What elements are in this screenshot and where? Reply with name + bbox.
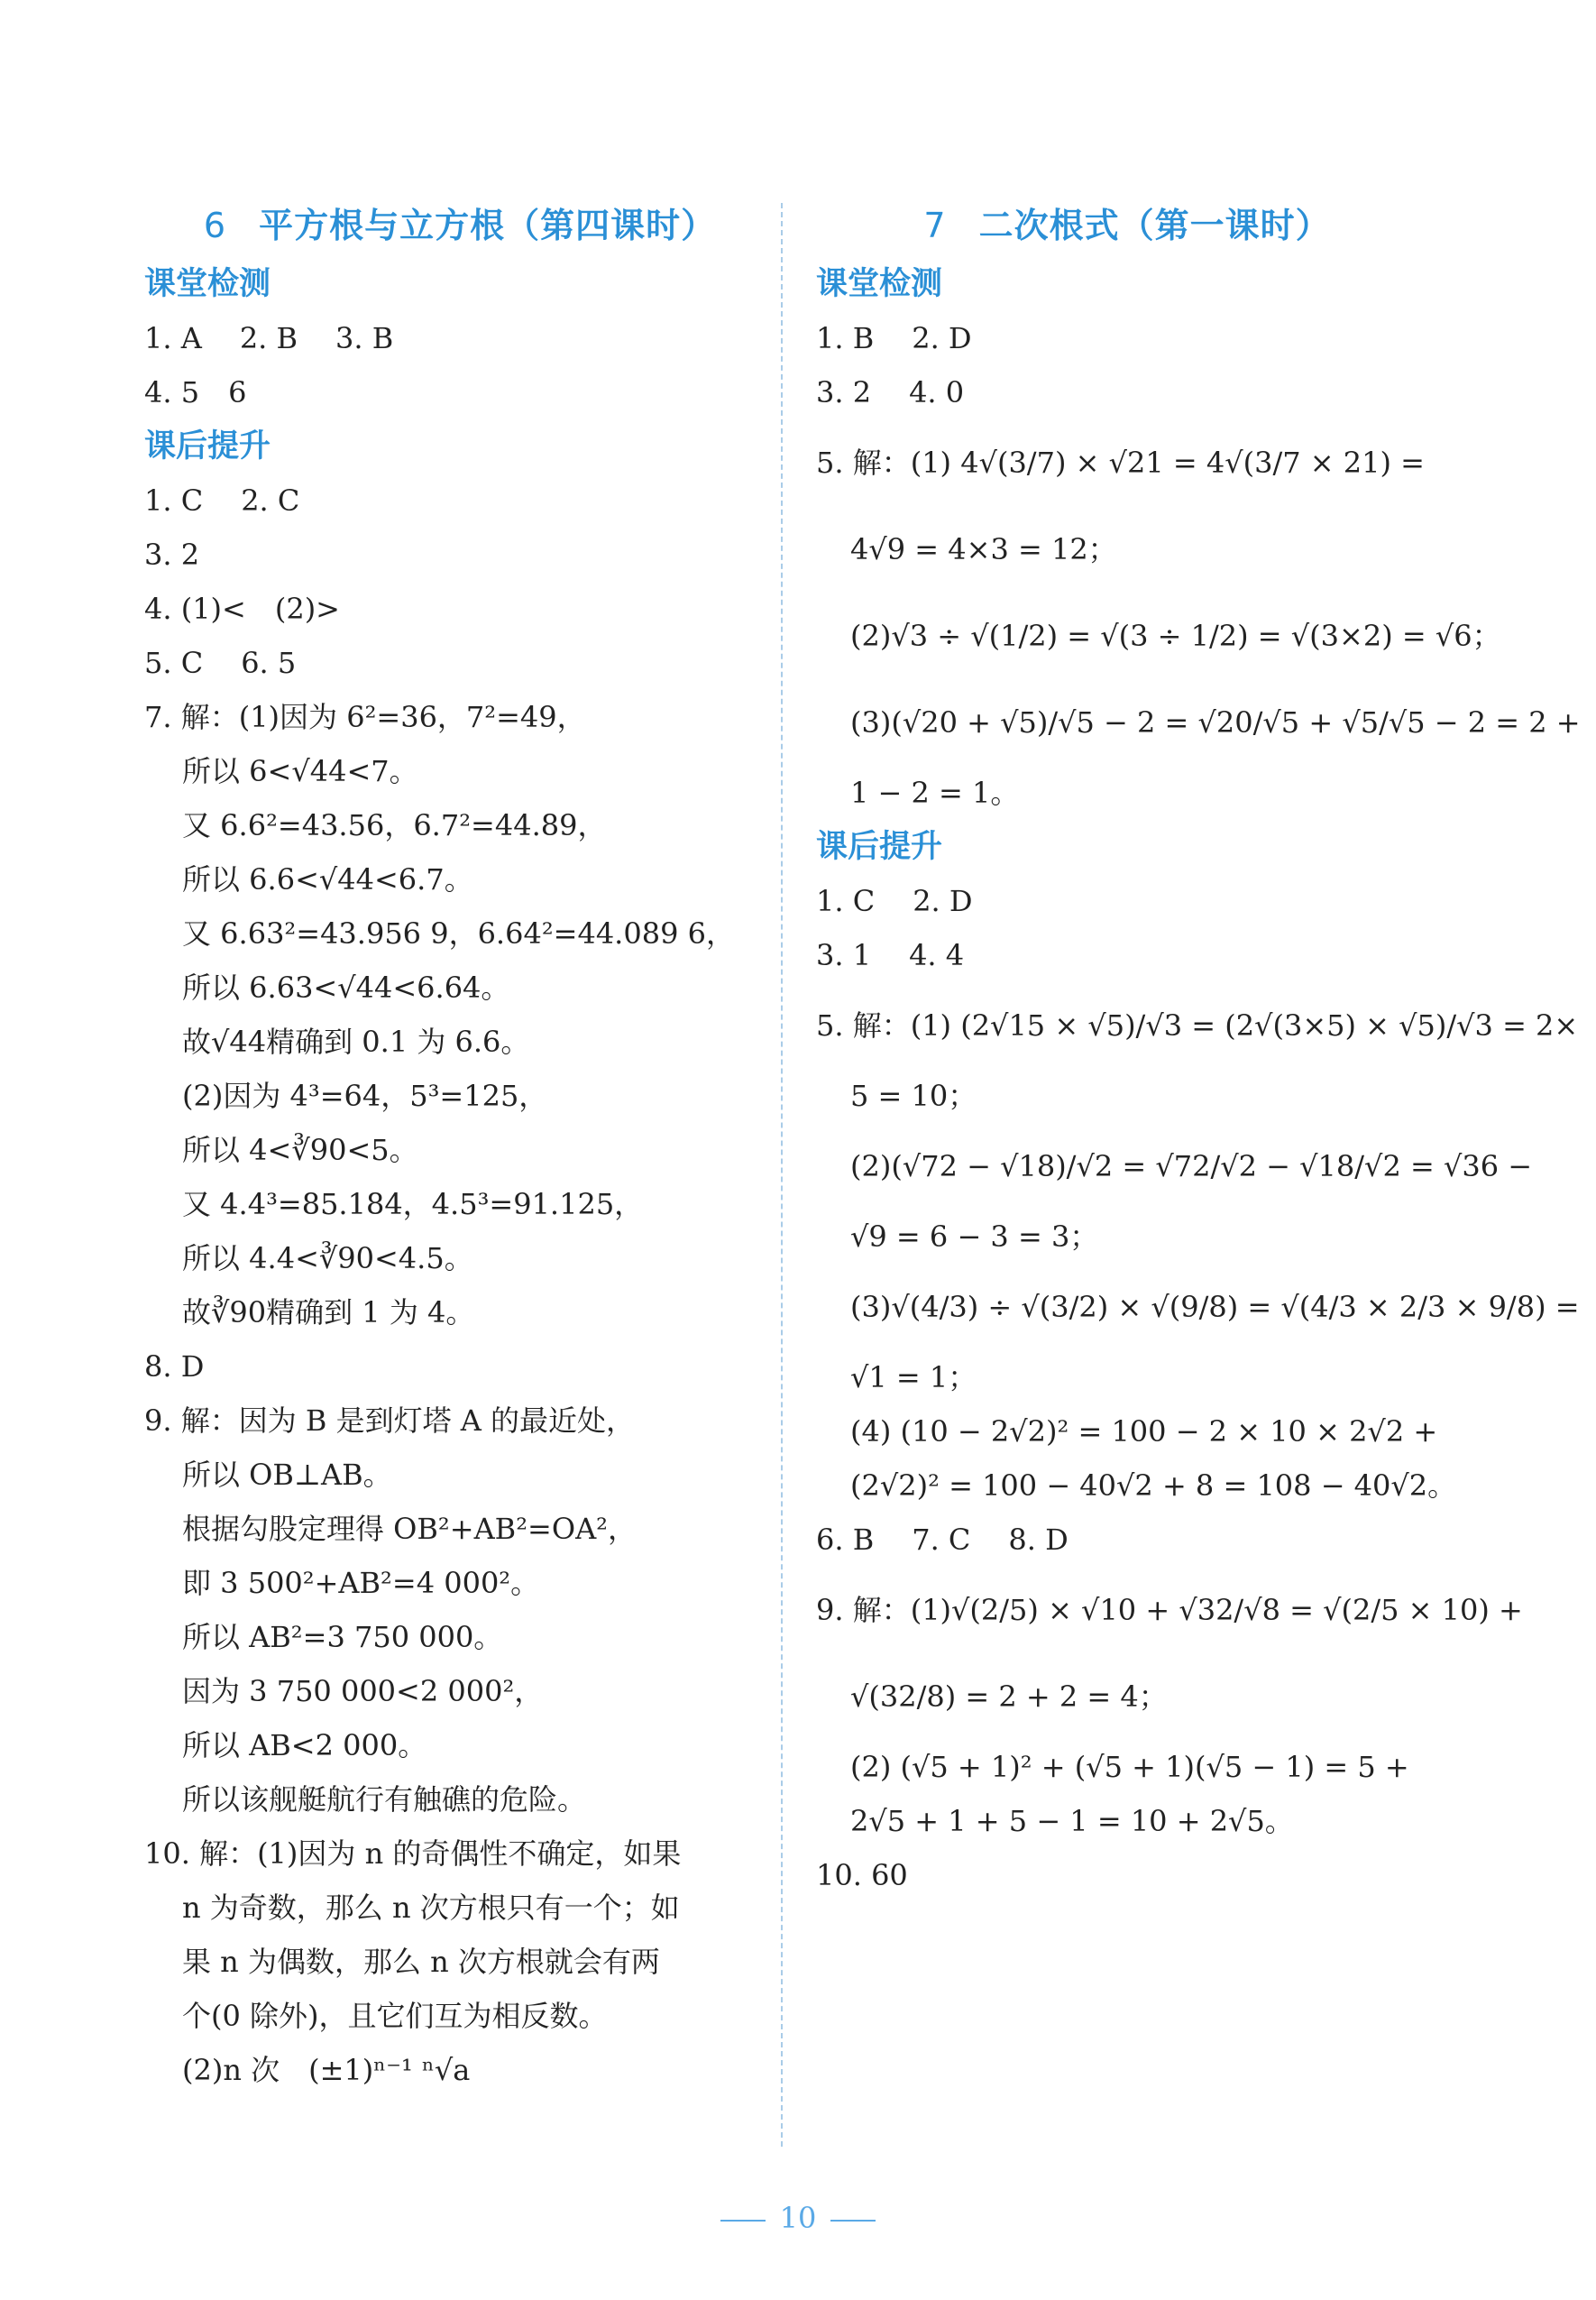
left-column [144, 194, 775, 2097]
solution-line: 所以 4.4<∛90<4.5。 [182, 1241, 473, 1275]
solution-line: (2)(√72 − √18)/√2 = √72/√2 − √18/√2 = √36 − [850, 1149, 1533, 1183]
solution-line: 故√44精确到 0.1 为 6.6。 [182, 1025, 530, 1059]
footer-dash [830, 2220, 876, 2222]
answer-row [816, 874, 1438, 928]
answer: 3. B [335, 321, 394, 355]
answer: 5. C [144, 646, 204, 680]
solution-line: 所以 AB²=3 750 000。 [182, 1620, 503, 1654]
solution-line: 故∛90精确到 1 为 4。 [182, 1295, 475, 1329]
solution-line: 10. 解：(1)因为 n 的奇偶性不确定，如果 [144, 1836, 682, 1871]
answer: 2. D [913, 884, 973, 918]
solution-line: (4) (10 − 2√2)² = 100 − 2 × 10 × 2√2 + [850, 1414, 1438, 1449]
answer-row [816, 365, 1438, 419]
right-title [816, 194, 1438, 257]
answer: 2. B [239, 321, 298, 355]
solution-line: 所以 6<√44<7。 [182, 754, 418, 788]
right-title-text: 二次根式（第一课时） [978, 206, 1331, 245]
answer: 2. C [241, 483, 300, 518]
answer: 2. D [912, 321, 972, 355]
answer: 7. C [912, 1523, 971, 1557]
answer-row [144, 311, 775, 365]
solution-line: 果 n 为偶数，那么 n 次方根就会有两 [182, 1945, 660, 1979]
answer-row [144, 528, 775, 582]
solution-line: 5. 解：(1) 4√(3/7) × √21 = 4√(3/7 × 21) = [816, 446, 1425, 480]
solution-line: 所以 6.63<√44<6.64。 [182, 971, 510, 1005]
page-footer [0, 2201, 1596, 2235]
solution-line: n 为奇数，那么 n 次方根只有一个；如 [182, 1891, 680, 1925]
solution-line: (2)因为 4³=64，5³=125， [182, 1079, 548, 1113]
solution-line: 所以 4<∛90<5。 [182, 1133, 418, 1167]
solution-line: 7. 解：(1)因为 6²=36，7²=49， [144, 700, 586, 734]
solution-line: 所以 OB⊥AB。 [182, 1458, 392, 1492]
answer: 6. 5 [241, 646, 297, 680]
left-title-number: 6 [203, 206, 227, 245]
answer: 6. B [816, 1523, 875, 1557]
solution-line: √(32/8) = 2 + 2 = 4； [850, 1679, 1168, 1714]
solution-line: (3)√(4/3) ÷ √(3/2) × √(9/8) = √(4/3 × 2/3 × 9/8) = [850, 1290, 1580, 1324]
solution-line: 又 4.4³=85.184，4.5³=91.125， [182, 1187, 644, 1221]
solution-line: 1 − 2 = 1。 [850, 776, 1020, 810]
answer: 4. 4 [909, 938, 965, 972]
answer: 1. C [816, 884, 876, 918]
left-title [144, 194, 775, 257]
solution-line: 所以该舰艇航行有触礁的危险。 [182, 1782, 587, 1817]
right-section-classroom: 课堂检测 [816, 266, 943, 302]
answer-row [816, 311, 1438, 365]
solution-line: 所以 6.6<√44<6.7。 [182, 862, 473, 897]
solution-line: √9 = 6 − 3 = 3； [850, 1219, 1099, 1254]
answer: 4. 0 [909, 375, 965, 409]
page-number: 10 [779, 2201, 817, 2235]
answer-row [816, 1513, 1438, 1567]
footer-dash [720, 2220, 766, 2222]
column-divider [781, 203, 783, 2147]
solution-line: 9. 解：(1)√(2/5) × √10 + √32/√8 = √(2/5 × 10) + [816, 1593, 1523, 1627]
answer-row [144, 636, 775, 690]
answer-row: 8. D [144, 1349, 205, 1384]
solution-line: 根据勾股定理得 OB²+AB²=OA²， [182, 1512, 637, 1546]
solution-line: 2√5 + 1 + 5 − 1 = 10 + 2√5。 [850, 1804, 1294, 1838]
solution-line: 即 3 500²+AB²=4 000²。 [182, 1566, 540, 1600]
answer-row [144, 474, 775, 528]
answer: 3. 2 [816, 375, 872, 409]
answer-row [144, 582, 775, 636]
solution-line: (3)(√20 + √5)/√5 − 2 = √20/√5 + √5/√5 − 2 = 2 + [850, 705, 1581, 740]
solution-line: 4√9 = 4×3 = 12； [850, 532, 1117, 566]
solution-line: 所以 AB<2 000。 [182, 1728, 427, 1762]
solution-line: √1 = 1； [850, 1360, 977, 1394]
right-section-after-class: 课后提升 [816, 829, 943, 865]
solution-line: 个(0 除外)，且它们互为相反数。 [182, 1999, 608, 2033]
solution-line: 又 6.63²=43.956 9，6.64²=44.089 6， [182, 916, 735, 951]
solution-line: (2√2)² = 100 − 40√2 + 8 = 108 − 40√2。 [850, 1468, 1457, 1503]
right-column [816, 194, 1581, 1902]
solution-line: (2)√3 ÷ √(1/2) = √(3 ÷ 1/2) = √(3×2) = √6； [850, 619, 1501, 653]
answer: 3. 2 [144, 538, 200, 572]
solution-line: (2) (√5 + 1)² + (√5 + 1)(√5 − 1) = 5 + [850, 1750, 1409, 1784]
right-title-number: 7 [923, 206, 947, 245]
answer: 4. (1)< (2)> [144, 592, 340, 626]
answer: 1. B [816, 321, 875, 355]
answer-row: 10. 60 [816, 1858, 908, 1892]
answer-row [816, 928, 1438, 982]
left-section-classroom: 课堂检测 [144, 266, 271, 302]
answer-row [144, 365, 775, 419]
answer: 1. C [144, 483, 204, 518]
answer: 3. 1 [816, 938, 872, 972]
answer: 1. A [144, 321, 202, 355]
solution-line: 又 6.6²=43.56，6.7²=44.89， [182, 808, 607, 842]
solution-line: 因为 3 750 000<2 000²， [182, 1674, 544, 1708]
answer: 4. 5 6 [144, 375, 247, 409]
solution-line: (2)n 次 (±1)ⁿ⁻¹ ⁿ√a [182, 2053, 471, 2087]
solution-line: 5 = 10； [850, 1079, 977, 1113]
solution-line: 9. 解：因为 B 是到灯塔 A 的最近处， [144, 1403, 636, 1438]
left-title-text: 平方根与立方根（第四课时） [259, 206, 717, 245]
left-section-after-class: 课后提升 [144, 428, 271, 465]
answer: 8. D [1008, 1523, 1069, 1557]
solution-line: 5. 解：(1) (2√15 × √5)/√3 = (2√(3×5) × √5)/√3 = 2× [816, 1008, 1579, 1043]
